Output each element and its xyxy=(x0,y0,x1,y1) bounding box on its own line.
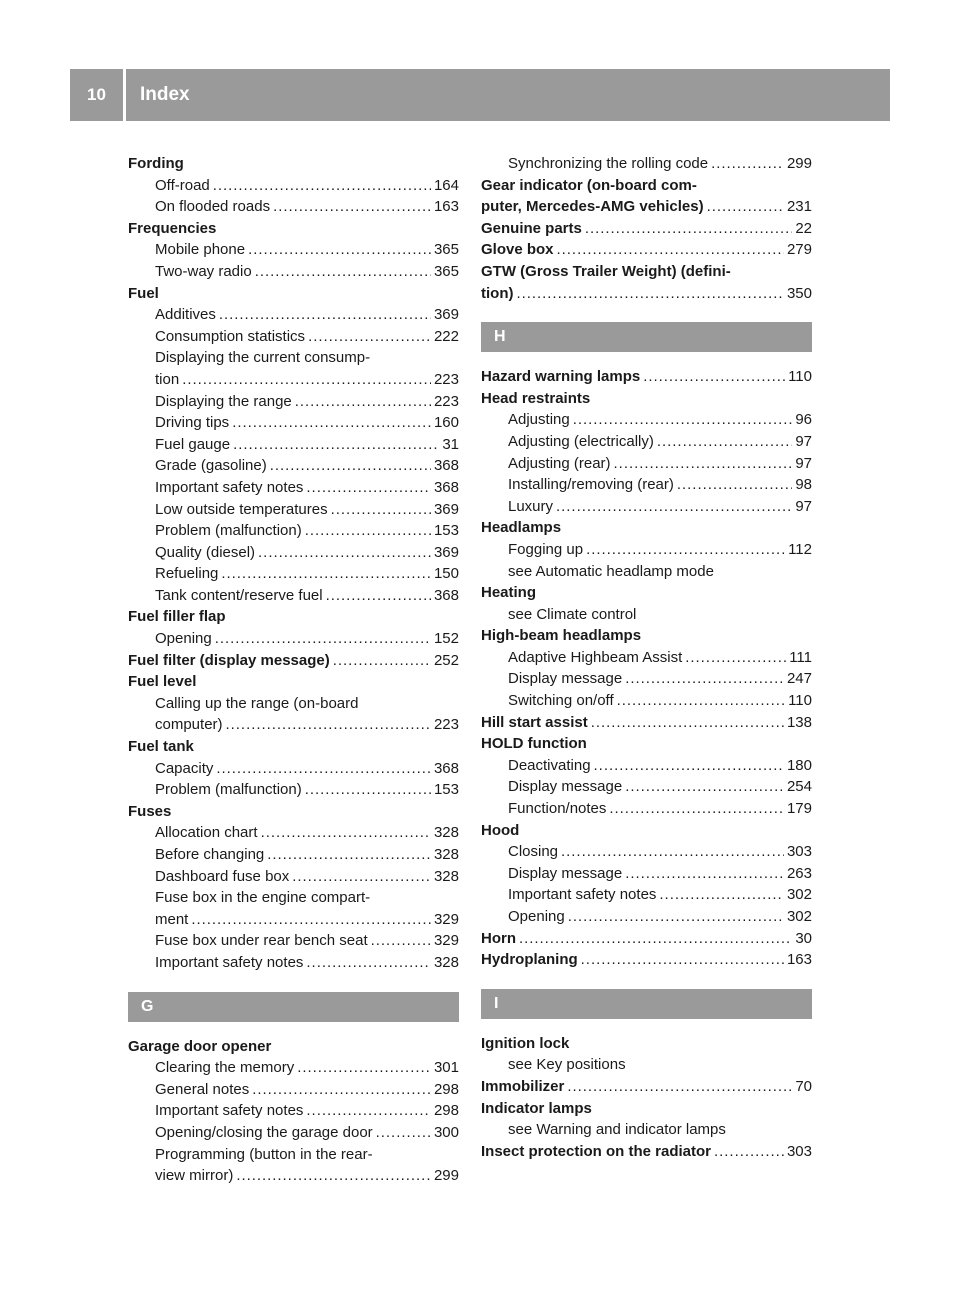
index-heading: Fuel tank xyxy=(128,738,194,756)
index-heading-entry xyxy=(481,928,812,950)
leader-dots xyxy=(519,928,792,950)
index-subentry: see Climate control xyxy=(508,605,637,623)
index-subentry xyxy=(481,409,812,431)
page-reference: 369 xyxy=(433,543,459,561)
page-reference: 328 xyxy=(433,953,459,971)
entry-text: Dashboard fuse box xyxy=(155,867,290,885)
page-reference: 223 xyxy=(433,392,459,410)
index-heading: Headlamps xyxy=(481,519,562,537)
index-heading: Fording xyxy=(128,155,184,172)
leader-dots xyxy=(306,1100,431,1122)
index-subentry xyxy=(128,304,459,326)
entry-text: General notes xyxy=(155,1080,250,1098)
leader-dots xyxy=(308,326,431,348)
index-heading: Garage door opener xyxy=(128,1037,272,1055)
leader-dots xyxy=(685,647,786,669)
leader-dots xyxy=(295,391,431,413)
leader-dots xyxy=(215,628,431,650)
index-subentry xyxy=(481,474,812,496)
leader-dots xyxy=(614,453,793,475)
leader-dots xyxy=(213,175,431,197)
section-letter: G xyxy=(128,992,459,1022)
page-reference: 303 xyxy=(786,843,812,861)
leader-dots xyxy=(516,283,783,305)
entry-text: Immobilizer xyxy=(481,1077,565,1095)
page-title: Index xyxy=(140,84,190,105)
entry-text: Capacity xyxy=(155,759,214,777)
index-subentry xyxy=(128,1057,459,1079)
leader-dots xyxy=(591,712,784,734)
index-heading-entry xyxy=(481,239,812,261)
leader-dots xyxy=(306,477,431,499)
index-subentry xyxy=(128,822,459,844)
entry-text: Important safety notes xyxy=(508,886,657,904)
leader-dots xyxy=(657,431,792,453)
index-subentry xyxy=(128,412,459,434)
entry-text: Before changing xyxy=(155,846,265,863)
index-heading: High-beam headlamps xyxy=(481,627,642,645)
page-reference: 368 xyxy=(433,586,459,604)
entry-text: Hazard warning lamps xyxy=(481,368,641,386)
index-heading-entry xyxy=(481,366,812,388)
index-subentry: Programming (button in the rear- xyxy=(155,1145,373,1163)
index-subentry: Fuse box in the engine compart- xyxy=(155,889,371,907)
index-subentry xyxy=(128,261,459,283)
leader-dots xyxy=(326,585,431,607)
page-reference: 365 xyxy=(433,241,459,259)
leader-dots xyxy=(182,369,431,391)
index-subentry xyxy=(128,499,459,521)
index-heading-entry xyxy=(481,218,812,240)
leader-dots xyxy=(711,153,784,175)
index-subentry xyxy=(481,647,812,669)
leader-dots xyxy=(585,218,792,240)
page-reference: 299 xyxy=(786,155,812,172)
index-subentry xyxy=(128,1100,459,1122)
page-reference: 328 xyxy=(433,824,459,842)
leader-dots xyxy=(273,196,431,218)
entry-text: Display message xyxy=(508,778,623,796)
index-subentry xyxy=(128,930,459,952)
leader-dots xyxy=(586,539,785,561)
page-reference: 302 xyxy=(786,908,812,925)
index-heading-entry xyxy=(481,283,812,305)
index-subentry xyxy=(481,153,812,175)
page-reference: 350 xyxy=(786,284,812,302)
page-reference: 222 xyxy=(433,327,459,345)
index-subentry xyxy=(128,952,459,974)
leader-dots xyxy=(714,1141,784,1163)
leader-dots xyxy=(221,563,431,585)
entry-text: Closing xyxy=(508,843,559,861)
entry-text: Adjusting (rear) xyxy=(508,454,611,472)
index-heading: Heating xyxy=(481,584,537,602)
index-subentry: Displaying the current consump- xyxy=(155,349,371,367)
page-reference: 96 xyxy=(795,411,812,429)
page-reference: 97 xyxy=(795,497,812,515)
index-subentry xyxy=(481,776,812,798)
index-subentry xyxy=(481,431,812,453)
index-subentry xyxy=(128,844,459,866)
page-reference: 368 xyxy=(433,478,459,496)
index-heading-entry xyxy=(481,1076,812,1098)
leader-dots xyxy=(643,366,785,388)
index-subentry: see Warning and indicator lamps xyxy=(508,1121,726,1139)
leader-dots xyxy=(292,866,431,888)
leader-dots xyxy=(248,239,431,261)
entry-text: Fogging up xyxy=(508,540,584,558)
page-reference: 110 xyxy=(788,692,812,710)
entry-text: Adjusting (electrically) xyxy=(508,432,654,450)
index-subentry xyxy=(481,690,812,712)
index-subentry xyxy=(481,884,812,906)
page-reference: 152 xyxy=(433,630,459,648)
entry-text: Problem (malfunction) xyxy=(155,781,302,799)
page-reference: 368 xyxy=(433,457,459,475)
page-reference: 111 xyxy=(789,648,812,666)
entry-text: ment xyxy=(155,910,189,928)
leader-dots xyxy=(609,798,784,820)
index-subentry xyxy=(128,391,459,413)
page-reference: 31 xyxy=(442,435,459,453)
index-subentry xyxy=(128,326,459,348)
index-subentry xyxy=(481,668,812,690)
entry-text: Low outside temperatures xyxy=(155,500,328,518)
index-heading: Fuses xyxy=(128,802,172,820)
page-reference: 263 xyxy=(786,864,812,882)
index-subentry xyxy=(128,563,459,585)
index-heading: Ignition lock xyxy=(481,1034,570,1052)
entry-text: Grade (gasoline) xyxy=(155,457,267,475)
leader-dots xyxy=(625,776,784,798)
page-reference: 30 xyxy=(795,929,812,947)
index-heading: Hood xyxy=(481,821,520,839)
entry-text: tion xyxy=(155,370,180,388)
entry-text: Clearing the memory xyxy=(155,1059,295,1077)
index-subentry xyxy=(128,1122,459,1144)
page-reference: 301 xyxy=(433,1059,459,1077)
index-heading-entry xyxy=(128,650,459,672)
page-reference: 369 xyxy=(433,306,459,324)
page-reference: 97 xyxy=(795,432,812,450)
entry-text: Genuine parts xyxy=(481,219,582,237)
page-reference: 138 xyxy=(786,713,812,731)
index-subentry: Calling up the range (on-board xyxy=(155,694,359,712)
page-reference: 369 xyxy=(433,500,459,518)
index-subentry xyxy=(481,841,812,863)
leader-dots xyxy=(305,520,431,542)
entry-text: Hydroplaning xyxy=(481,951,578,969)
index-subentry xyxy=(481,539,812,561)
index-heading-entry xyxy=(481,949,812,971)
entry-text: Adaptive Highbeam Assist xyxy=(508,648,683,666)
entry-text: Mobile phone xyxy=(155,241,246,259)
leader-dots xyxy=(573,409,793,431)
page-reference: 97 xyxy=(795,454,812,472)
index-subentry xyxy=(128,434,459,456)
page-reference: 22 xyxy=(795,219,812,237)
index-subentry xyxy=(128,866,459,888)
page-reference: 247 xyxy=(786,670,812,688)
entry-text: tion) xyxy=(481,284,514,302)
index-subentry xyxy=(481,755,812,777)
page-reference: 70 xyxy=(795,1077,812,1095)
leader-dots xyxy=(556,496,792,518)
entry-text: Fuel gauge xyxy=(155,435,231,453)
section-letter: H xyxy=(481,322,812,352)
entry-text: Switching on/off xyxy=(508,692,614,710)
page-reference: 223 xyxy=(433,370,459,388)
entry-text: Fuse box under rear bench seat xyxy=(155,932,368,950)
leader-dots xyxy=(568,906,784,928)
page-reference: 328 xyxy=(433,846,459,863)
entry-text: Important safety notes xyxy=(155,478,304,496)
entry-text: Important safety notes xyxy=(155,953,304,971)
entry-text: puter, Mercedes-AMG vehicles) xyxy=(481,198,704,216)
page-reference: 153 xyxy=(433,522,459,540)
leader-dots xyxy=(261,822,431,844)
index-subentry xyxy=(128,477,459,499)
entry-text: Insect protection on the radiator xyxy=(481,1142,712,1160)
index-subentry xyxy=(128,369,459,391)
entry-text: Opening/closing the garage door xyxy=(155,1123,373,1141)
leader-dots xyxy=(305,779,431,801)
leader-dots xyxy=(707,196,784,218)
leader-dots xyxy=(297,1057,431,1079)
index-heading: Fuel filler flap xyxy=(128,608,226,626)
index-subentry xyxy=(128,1079,459,1101)
entry-text: Horn xyxy=(481,929,516,947)
entry-text: Installing/removing (rear) xyxy=(508,476,674,494)
entry-text: Hill start assist xyxy=(481,713,588,731)
index-subentry xyxy=(128,1165,459,1187)
leader-dots xyxy=(594,755,784,777)
index-subentry xyxy=(128,779,459,801)
entry-text: Quality (diesel) xyxy=(155,543,256,561)
entry-text: Important safety notes xyxy=(155,1102,304,1120)
leader-dots xyxy=(270,455,431,477)
entry-text: view mirror) xyxy=(155,1167,234,1185)
leader-dots xyxy=(617,690,785,712)
leader-dots xyxy=(236,1165,431,1187)
entry-text: Two-way radio xyxy=(155,262,252,280)
page-reference: 329 xyxy=(433,932,459,950)
index-subentry: see Key positions xyxy=(508,1056,626,1074)
leader-dots xyxy=(258,542,431,564)
index-subentry xyxy=(481,453,812,475)
page-reference: 368 xyxy=(433,759,459,777)
page-reference: 365 xyxy=(433,262,459,280)
index-subentry xyxy=(481,863,812,885)
page-reference: 298 xyxy=(433,1102,459,1120)
section-letter: I xyxy=(481,989,812,1019)
page-reference: 231 xyxy=(786,198,812,216)
leader-dots xyxy=(371,930,431,952)
page-reference: 164 xyxy=(433,176,459,194)
page-reference: 329 xyxy=(433,910,459,928)
page-reference: 302 xyxy=(786,886,812,904)
leader-dots xyxy=(252,1079,431,1101)
index-subentry xyxy=(128,628,459,650)
entry-text: Opening xyxy=(155,630,212,648)
leader-dots xyxy=(331,499,431,521)
page-reference: 299 xyxy=(433,1167,459,1185)
index-heading-entry xyxy=(481,196,812,218)
leader-dots xyxy=(219,304,431,326)
entry-text: Function/notes xyxy=(508,800,607,818)
leader-dots xyxy=(216,758,431,780)
entry-text: computer) xyxy=(155,716,223,734)
entry-text: Luxury xyxy=(508,497,554,515)
index-heading: HOLD function xyxy=(481,735,587,753)
entry-text: Display message xyxy=(508,670,623,688)
index-heading: Fuel xyxy=(128,284,159,302)
page-reference: 163 xyxy=(786,951,812,969)
index-heading: Frequencies xyxy=(128,219,217,237)
page-header xyxy=(70,69,890,121)
entry-text: Glove box xyxy=(481,241,554,259)
page-reference: 252 xyxy=(433,651,459,669)
leader-dots xyxy=(306,952,431,974)
leader-dots xyxy=(255,261,431,283)
index-subentry xyxy=(128,196,459,218)
entry-text: Display message xyxy=(508,864,623,882)
leader-dots xyxy=(677,474,792,496)
page-reference: 298 xyxy=(433,1080,459,1098)
entry-text: Adjusting xyxy=(508,411,570,429)
leader-dots xyxy=(226,714,431,736)
index-column-left xyxy=(128,153,459,1187)
entry-text: Displaying the range xyxy=(155,392,292,410)
entry-text: Refueling xyxy=(155,565,219,583)
page-reference: 179 xyxy=(786,800,812,818)
page-number: 10 xyxy=(70,69,126,121)
index-subentry xyxy=(128,455,459,477)
page-reference: 150 xyxy=(433,565,459,583)
page-reference: 223 xyxy=(433,716,459,734)
index-heading-entry xyxy=(481,712,812,734)
index-subentry xyxy=(128,585,459,607)
index-subentry xyxy=(481,798,812,820)
index-heading: GTW (Gross Trailer Weight) (defini- xyxy=(481,262,731,280)
index-subentry xyxy=(128,520,459,542)
index-subentry xyxy=(128,542,459,564)
page-reference: 254 xyxy=(786,778,812,796)
entry-text: Off-road xyxy=(155,176,210,194)
index-heading: Indicator lamps xyxy=(481,1099,592,1117)
index-heading: Head restraints xyxy=(481,389,591,407)
entry-text: Deactivating xyxy=(508,756,591,774)
leader-dots xyxy=(233,434,439,456)
page-reference: 160 xyxy=(433,414,459,432)
index-subentry xyxy=(128,758,459,780)
entry-text: Problem (malfunction) xyxy=(155,522,302,540)
leader-dots xyxy=(625,863,784,885)
page-reference: 98 xyxy=(795,476,812,494)
leader-dots xyxy=(625,668,784,690)
entry-text: Synchronizing the rolling code xyxy=(508,155,709,172)
index-subentry xyxy=(481,906,812,928)
page-reference: 279 xyxy=(786,241,812,259)
leader-dots xyxy=(232,412,431,434)
index-heading: Gear indicator (on-board com- xyxy=(481,176,697,194)
leader-dots xyxy=(659,884,784,906)
entry-text: Fuel filter (display message) xyxy=(128,651,330,669)
page-reference: 328 xyxy=(433,867,459,885)
entry-text: Driving tips xyxy=(155,414,230,432)
index-subentry xyxy=(128,714,459,736)
page-reference: 303 xyxy=(786,1142,812,1160)
leader-dots xyxy=(333,650,431,672)
page-reference: 300 xyxy=(433,1123,459,1141)
page-reference: 163 xyxy=(433,198,459,216)
entry-text: Opening xyxy=(508,908,565,925)
entry-text: On flooded roads xyxy=(155,198,271,216)
page-reference: 110 xyxy=(788,368,812,386)
entry-text: Allocation chart xyxy=(155,824,258,842)
leader-dots xyxy=(191,909,431,931)
index-heading-entry xyxy=(481,1141,812,1163)
page-reference: 112 xyxy=(788,540,812,558)
index-subentry xyxy=(128,909,459,931)
page-reference: 180 xyxy=(786,756,812,774)
leader-dots xyxy=(267,844,431,866)
index-subentry xyxy=(128,175,459,197)
leader-dots xyxy=(557,239,784,261)
leader-dots xyxy=(567,1076,792,1098)
index-subentry: see Automatic headlamp mode xyxy=(508,562,714,580)
entry-text: Additives xyxy=(155,306,216,324)
entry-text: Tank content/reserve fuel xyxy=(155,586,323,604)
leader-dots xyxy=(561,841,784,863)
index-subentry xyxy=(128,239,459,261)
index-heading: Fuel level xyxy=(128,673,197,691)
index-subentry xyxy=(481,496,812,518)
entry-text: Consumption statistics xyxy=(155,327,306,345)
leader-dots xyxy=(376,1122,431,1144)
leader-dots xyxy=(581,949,784,971)
page-reference: 153 xyxy=(433,781,459,799)
index-column-right xyxy=(481,153,812,1162)
